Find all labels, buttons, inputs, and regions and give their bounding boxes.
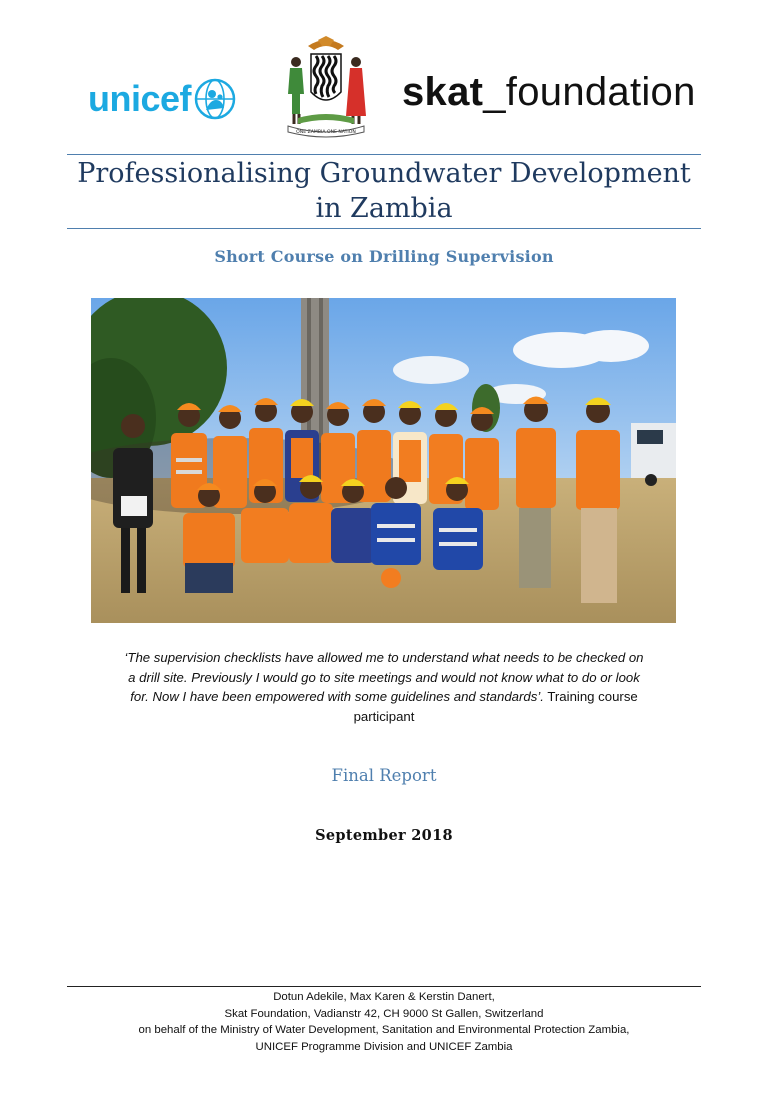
report-label: Final Report xyxy=(331,766,437,785)
page-title xyxy=(67,156,701,226)
title-top-rule xyxy=(67,154,701,155)
unicef-logo xyxy=(88,78,236,120)
logo-bar xyxy=(0,30,768,142)
group-photo xyxy=(91,298,676,623)
skat-foundation-logo xyxy=(402,70,696,115)
title-bottom-rule xyxy=(67,228,701,229)
footer-ministry: on behalf of the Ministry of Water Development, Sanitation and Environmental Protection Zambia, xyxy=(138,1024,630,1036)
unicef-globe-icon xyxy=(194,78,236,120)
unicef-wordmark: unicef xyxy=(88,78,192,119)
skat-wordmark-light: _foundation xyxy=(483,70,696,114)
footer-authors: Dotun Adekile, Max Karen & Kerstin Danert, xyxy=(273,991,495,1003)
footer-address: Skat Foundation, Vadianstr 42, CH 9000 St Gallen, Switzerland xyxy=(224,1007,544,1020)
footer-rule xyxy=(67,986,701,987)
skat-wordmark-bold: skat xyxy=(402,70,484,114)
page-title-line1: Professionalising Groundwater Development xyxy=(77,158,691,189)
quote-text: ‘The supervision checklists have allowed me to understand what needs to be checked on a drill site. Previously I would go to site meetings and would not know what to do or look for. Now I have been empowered with some guidelines and standards’. xyxy=(124,650,644,704)
zambia-coat-of-arms-icon xyxy=(278,34,374,138)
subtitle: Short Course on Drilling Supervision xyxy=(214,247,554,266)
footer-unicef: UNICEF Programme Division and UNICEF Zambia xyxy=(255,1040,513,1053)
report-date: September 2018 xyxy=(315,827,453,844)
coat-motto: ONE ZAMBIA ONE NATION xyxy=(296,130,356,135)
participant-quote xyxy=(120,648,648,726)
footer-credits xyxy=(67,989,701,1055)
quote-attribution: Training course participant xyxy=(353,689,638,724)
page-title-line2: in Zambia xyxy=(315,193,453,224)
